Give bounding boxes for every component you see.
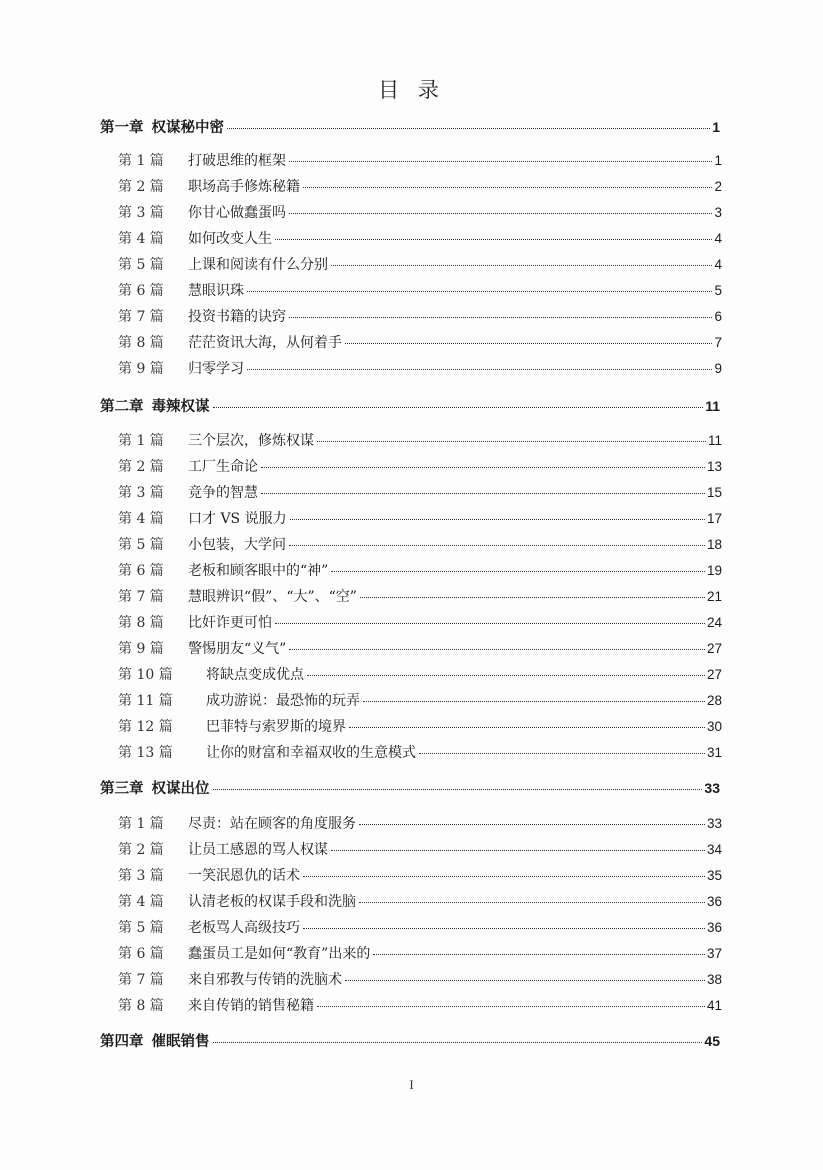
section-number: 第 11 篇 [118,693,173,709]
section-entry[interactable] [118,534,722,554]
chapter-title: 权谋出位 [151,780,210,797]
section-page-number: 31 [706,745,722,760]
section-page-number: 37 [706,946,722,961]
section-number: 第 12 篇 [118,719,173,735]
dot-leader [289,161,712,162]
section-number: 第 4 篇 [118,894,164,910]
section-page-number: 34 [706,842,722,857]
section-number: 第 5 篇 [118,920,164,936]
dot-leader [261,493,705,494]
section-number: 第 1 篇 [118,153,164,169]
section-entry[interactable] [118,332,722,352]
section-title: 来自邪教与传销的洗脑术 [188,972,342,988]
dot-leader [275,239,712,240]
section-page-number: 21 [706,589,722,604]
section-entry[interactable] [118,813,722,833]
section-number: 第 9 篇 [118,641,164,657]
section-title: 职场高手修炼秘籍 [188,179,300,195]
section-entry[interactable] [118,995,722,1015]
section-title: 工厂生命论 [188,459,258,475]
section-entry[interactable] [118,690,722,710]
section-title: 老板和顾客眼中的“神” [188,563,329,579]
section-number: 第 3 篇 [118,485,164,501]
section-entry[interactable] [118,839,722,859]
section-number: 第 6 篇 [118,946,164,962]
section-number: 第 4 篇 [118,231,164,247]
section-page-number: 27 [706,641,722,656]
footer-page-number: I [409,1077,414,1092]
chapter-page-number: 11 [705,398,720,414]
section-number: 第 7 篇 [118,972,164,988]
section-title: 口才 VS 说服力 [188,511,287,527]
section-number: 第 3 篇 [118,868,164,884]
chapter-number: 第三章 [100,780,144,797]
section-number: 第 8 篇 [118,998,164,1014]
chapter-entry[interactable] [100,1030,720,1051]
section-title: 来自传销的销售秘籍 [188,998,314,1014]
section-page-number: 4 [714,231,722,246]
section-title: 尽责：站在顾客的角度服务 [188,816,356,832]
chapter-number: 第二章 [100,398,144,415]
section-title: 老板骂人高级技巧 [188,920,300,936]
dot-leader [261,467,705,468]
section-entry[interactable] [118,716,722,736]
section-page-number: 30 [706,719,722,734]
section-title: 三个层次，修炼权谋 [188,433,314,449]
section-title: 茫茫资讯大海，从何着手 [188,335,342,351]
dot-leader [303,876,705,877]
section-entry[interactable] [118,560,722,580]
section-entry[interactable] [118,430,722,450]
section-title: 比奸诈更可怕 [188,615,272,631]
section-title: 慧眼识珠 [188,283,244,299]
section-number: 第 9 篇 [118,361,164,377]
dot-leader [360,597,705,598]
section-number: 第 6 篇 [118,563,164,579]
chapter-page-number: 33 [704,780,720,796]
section-entry[interactable] [118,865,722,885]
section-entry[interactable] [118,176,722,196]
section-page-number: 28 [706,693,722,708]
section-page-number: 15 [706,485,722,500]
section-page-number: 24 [706,615,722,630]
section-page-number: 41 [706,998,722,1013]
chapter-entry[interactable] [100,777,720,798]
section-page-number: 4 [714,257,722,272]
chapter-number: 第一章 [100,119,144,136]
section-title: 将缺点变成优点 [206,667,304,683]
section-page-number: 11 [707,433,722,448]
section-page-number: 1 [714,153,722,168]
section-entry[interactable] [118,664,722,684]
dot-leader [247,369,712,370]
section-entry[interactable] [118,306,722,326]
section-number: 第 10 篇 [118,667,173,683]
dot-leader [289,649,705,650]
section-entry[interactable] [118,508,722,528]
section-page-number: 2 [714,179,722,194]
dot-leader [303,928,705,929]
chapter-page-number: 1 [712,119,720,135]
section-entry[interactable] [118,202,722,222]
section-entry[interactable] [118,742,722,762]
dot-leader [289,545,705,546]
section-entry[interactable] [118,254,722,274]
section-number: 第 2 篇 [118,459,164,475]
section-number: 第 4 篇 [118,511,164,527]
section-title: 一笑泯恩仇的话术 [188,868,300,884]
section-entry[interactable] [118,943,722,963]
section-page-number: 3 [714,205,722,220]
chapter-title: 毒辣权谋 [151,398,210,415]
section-entry[interactable] [118,638,722,658]
section-page-number: 7 [714,335,722,350]
section-entry[interactable] [118,917,722,937]
section-number: 第 8 篇 [118,615,164,631]
dot-leader [213,1042,703,1043]
section-page-number: 9 [714,361,722,376]
dot-leader [289,213,712,214]
section-entry[interactable] [118,586,722,606]
section-entry[interactable] [118,969,722,989]
section-page-number: 18 [706,537,722,552]
section-entry[interactable] [118,280,722,300]
section-title: 投资书籍的诀窍 [188,309,286,325]
dot-leader [331,850,705,851]
section-title: 如何改变人生 [188,231,272,247]
dot-leader [247,291,712,292]
dot-leader [213,407,704,408]
section-entry[interactable] [118,482,722,502]
dot-leader [331,571,705,572]
chapter-entry[interactable] [100,395,720,416]
section-number: 第 2 篇 [118,179,164,195]
section-title: 警惕朋友“义气” [188,641,287,657]
section-page-number: 5 [714,283,722,298]
dot-leader [213,789,703,790]
dot-leader [275,623,705,624]
section-number: 第 1 篇 [118,433,164,449]
section-page-number: 19 [706,563,722,578]
section-number: 第 3 篇 [118,205,164,221]
section-title: 巴菲特与索罗斯的境界 [206,719,346,735]
section-entry[interactable] [118,228,722,248]
dot-leader [307,675,705,676]
chapter-title: 权谋秘中密 [151,119,224,136]
section-title: 竞争的智慧 [188,485,258,501]
page-title: 目 录 [378,78,445,102]
section-title: 小包装，大学问 [188,537,286,553]
section-page-number: 13 [706,459,722,474]
dot-leader [289,317,712,318]
section-title: 成功游说：最恐怖的玩弄 [206,693,360,709]
chapter-number: 第四章 [100,1033,144,1050]
dot-leader [290,519,705,520]
section-entry[interactable] [118,456,722,476]
section-entry[interactable] [118,358,722,378]
section-page-number: 27 [706,667,722,682]
section-title: 让员工感恩的骂人权谋 [188,842,328,858]
section-number: 第 8 篇 [118,335,164,351]
dot-leader [419,753,705,754]
section-page-number: 6 [714,309,722,324]
dot-leader [303,187,712,188]
dot-leader [331,265,712,266]
section-title: 归零学习 [188,361,244,377]
section-title: 让你的财富和幸福双收的生意模式 [206,745,416,761]
section-title: 慧眼辨识“假”、“大”、“空” [188,589,357,605]
dot-leader [349,727,705,728]
dot-leader [363,701,705,702]
dot-leader [317,441,706,442]
section-number: 第 2 篇 [118,842,164,858]
dot-leader [317,1006,705,1007]
section-page-number: 35 [706,868,722,883]
dot-leader [359,902,705,903]
section-entry[interactable] [118,612,722,632]
section-number: 第 5 篇 [118,257,164,273]
section-page-number: 33 [706,816,722,831]
section-title: 上课和阅读有什么分别 [188,257,328,273]
dot-leader [373,954,705,955]
section-page-number: 38 [706,972,722,987]
chapter-entry[interactable] [100,116,720,137]
dot-leader [227,128,710,129]
section-number: 第 6 篇 [118,283,164,299]
chapter-title: 催眠销售 [151,1033,210,1050]
section-entry[interactable] [118,891,722,911]
section-entry[interactable] [118,150,722,170]
section-number: 第 13 篇 [118,745,173,761]
dot-leader [359,824,705,825]
dot-leader [345,343,712,344]
section-number: 第 5 篇 [118,537,164,553]
section-page-number: 36 [706,920,722,935]
section-number: 第 7 篇 [118,589,164,605]
section-number: 第 7 篇 [118,309,164,325]
section-number: 第 1 篇 [118,816,164,832]
dot-leader [345,980,705,981]
section-title: 蠢蛋员工是如何“教育”出来的 [188,946,371,962]
section-title: 打破思维的框架 [188,153,286,169]
chapter-page-number: 45 [704,1033,720,1049]
section-title: 认清老板的权谋手段和洗脑 [188,894,356,910]
section-page-number: 17 [706,511,722,526]
section-page-number: 36 [706,894,722,909]
section-title: 你甘心做蠢蛋吗 [188,205,286,221]
